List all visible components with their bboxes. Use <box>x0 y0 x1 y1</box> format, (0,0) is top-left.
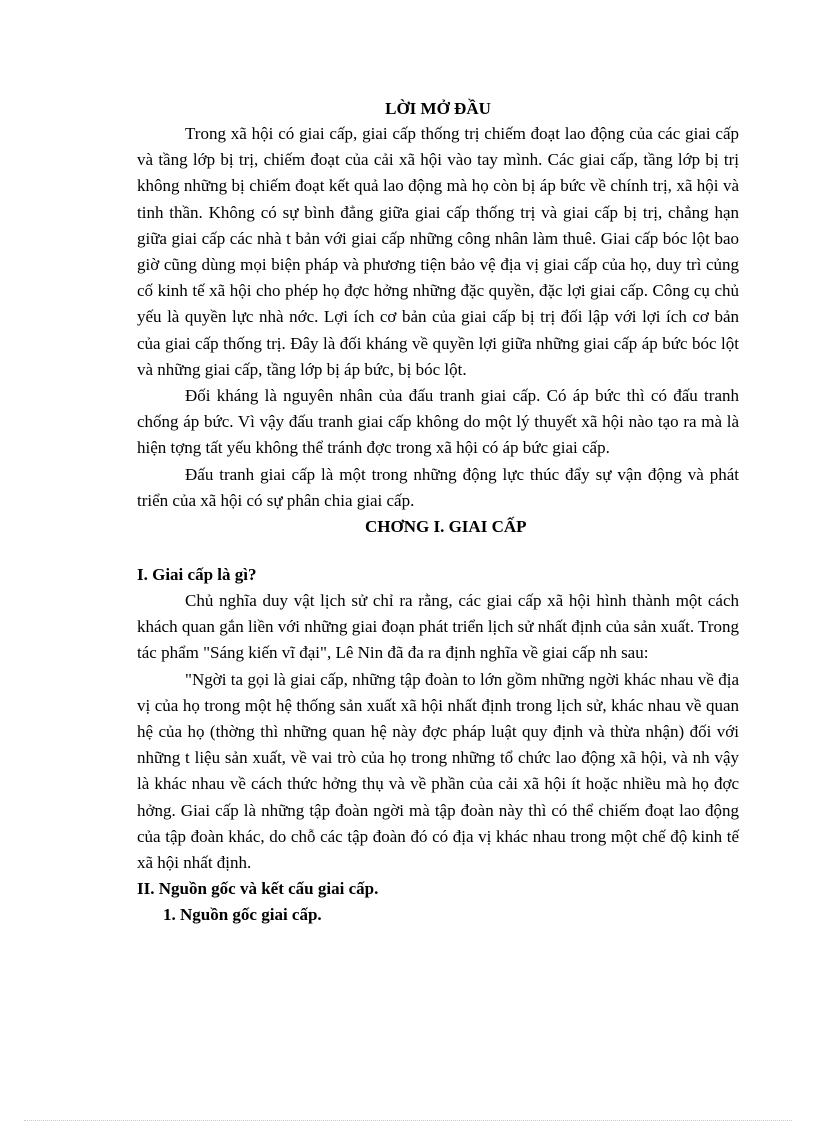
section1-paragraph-1: Chủ nghĩa duy vật lịch sử chỉ ra rằng, các giai cấp xã hội hình thành một cách khách quan gắn liền với những giai đoạn phát triển lịch sử nhất định của sản xuất. Trong tác phẩm "Sáng kiến vĩ đại", Lê Nin đã đa ra định nghĩa về giai cấp nh sau: <box>137 591 739 663</box>
chapter-title: CHƠNG I. GIAI CẤP <box>365 517 527 537</box>
intro-paragraph-2: Đối kháng là nguyên nhân của đấu tranh giai cấp. Có áp bức thì có đấu tranh chống áp bức. Vì vậy đấu tranh giai cấp không do một lý thuyết xã hội nào tạo ra mà là hiện tợng tất yếu không thể tránh đợc trong xã hội có áp bức giai cấp. <box>137 386 739 458</box>
document-page <box>137 96 739 928</box>
spacer <box>137 540 739 562</box>
section1-paragraph-2: "Ngời ta gọi là giai cấp, những tập đoàn to lớn gồm những ngời khác nhau về địa vị của họ trong một hệ thống sản xuất xã hội nhất định trong lịch sử, khác nhau về quan hệ của họ (thờng thì những quan hệ này đợc pháp luật quy định và thừa nhận) đối với những t liệu sản xuất, về vai trò của họ trong những tổ chức lao động xã hội, và nh vậy là khác nhau về cách thức hởng thụ và về phần của cải xã hội ít hoặc nhiều mà họ đợc hởng. Giai cấp là những tập đoàn ngời mà tập đoàn này thì có thể chiếm đoạt lao động của tập đoàn khác, do chỗ các tập đoàn đó có địa vị khác nhau trong một chế độ kinh tế xã hội nhất định. <box>137 669 739 873</box>
section-heading-1: I. Giai cấp là gì? <box>137 565 257 585</box>
section-heading-2: II. Nguồn gốc và kết cấu giai cấp. <box>137 879 379 899</box>
intro-paragraph-3: Đấu tranh giai cấp là một trong những động lực thúc đẩy sự vận động và phát triển của xã hội có sự phân chia giai cấp. <box>137 464 739 510</box>
document-title: LỜI MỞ ĐẦU <box>385 99 491 118</box>
page-bottom-border <box>24 1120 792 1121</box>
intro-paragraph-1: Trong xã hội có giai cấp, giai cấp thống trị chiếm đoạt lao động của các giai cấp và tầng lớp bị trị, chiếm đoạt của cải xã hội vào tay mình. Các giai cấp, tầng lớp bị trị không những bị chiếm đoạt kết quả lao động mà họ còn bị áp bức về chính trị, xã hội và tinh thần. Không có sự bình đẳng giữa giai cấp thống trị và giai cấp bị trị, chẳng hạn giữa giai cấp các nhà t bản với giai cấp những công nhân làm thuê. Giai cấp bóc lột bao giờ cũng dùng mọi biện pháp và phương tiện bảo vệ địa vị giai cấp của họ, duy trì củng cố kinh tế xã hội cho phép họ đợc hởng những đặc quyền, đặc lợi giai cấp. Công cụ chủ yếu là quyền lực nhà nớc. Lợi ích cơ bản của giai cấp bị trị đối lập với lợi ích cơ bản của giai cấp thống trị. Đây là đối kháng về quyền lợi giữa những giai cấp áp bức bóc lột và những giai cấp, tầng lớp bị áp bức, bị bóc lột. <box>137 124 739 379</box>
subsection-heading-1: 1. Nguồn gốc giai cấp. <box>163 905 322 925</box>
